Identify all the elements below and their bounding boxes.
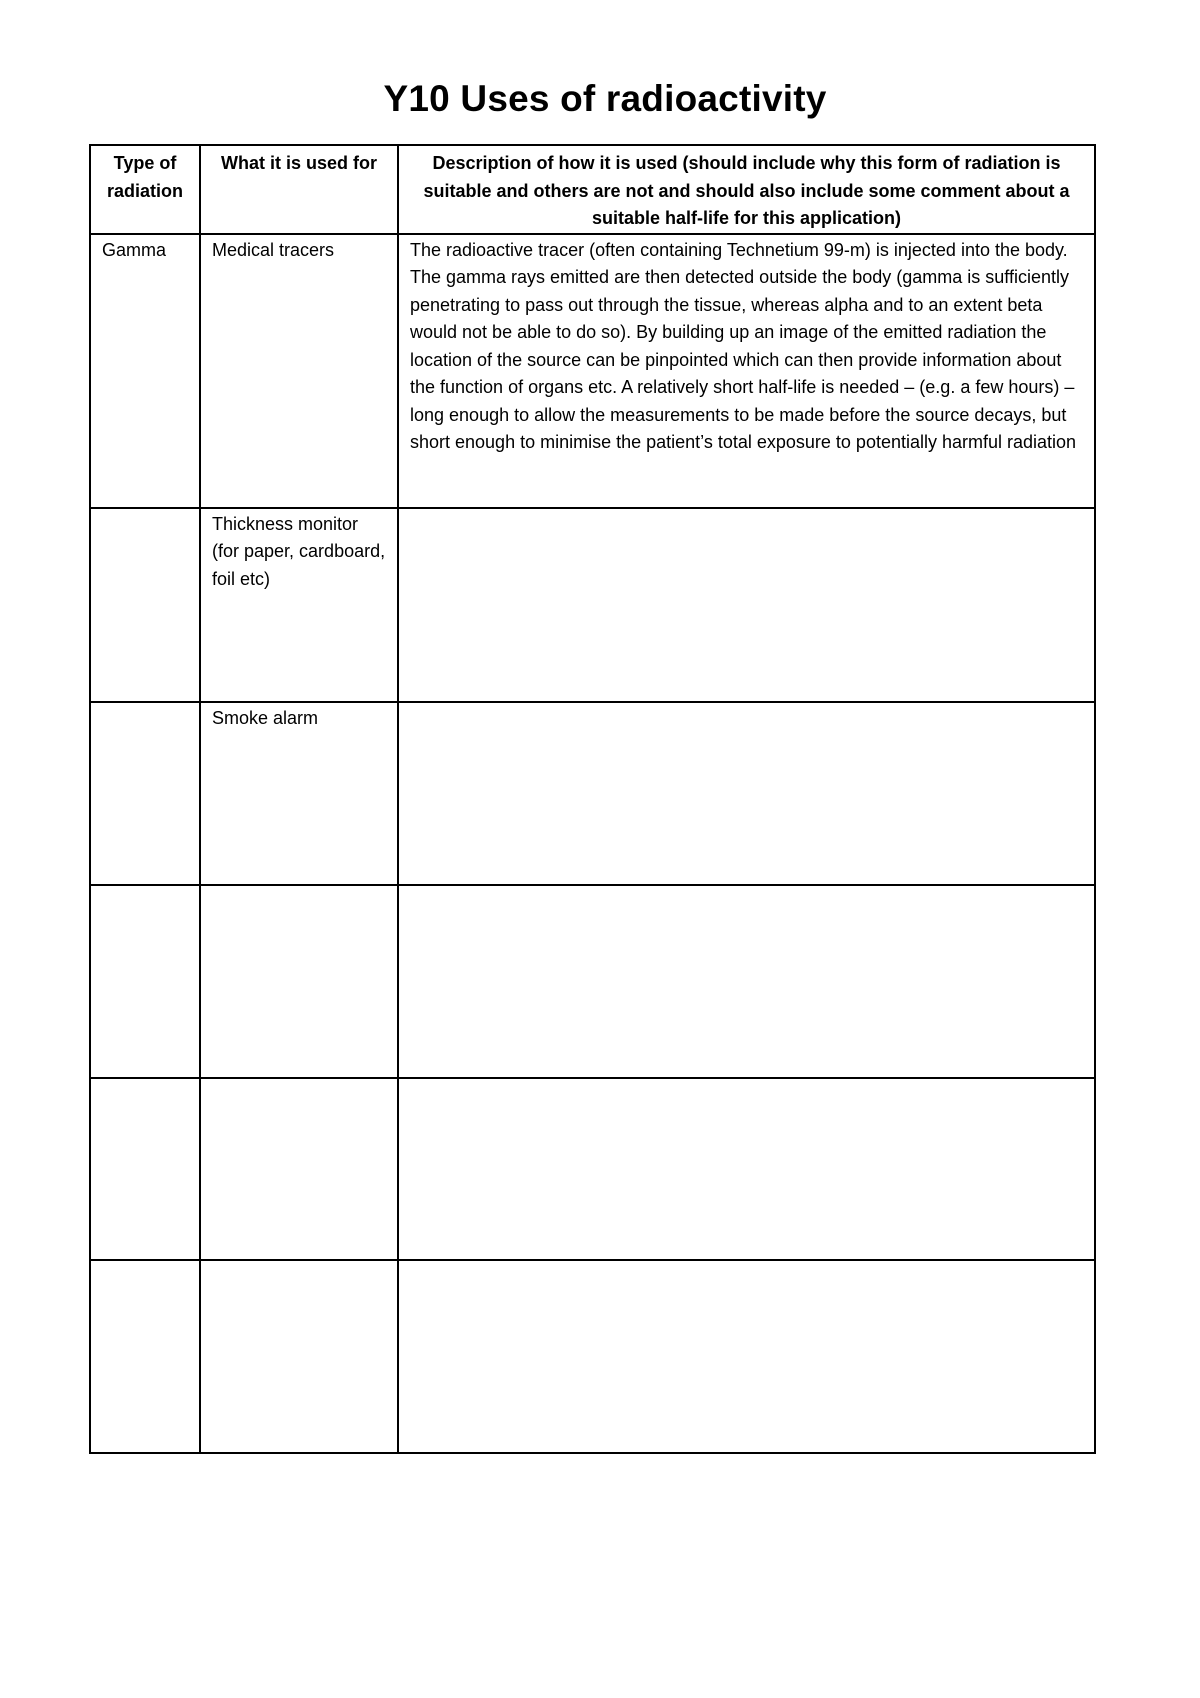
cell-description[interactable] [398, 702, 1095, 885]
cell-description[interactable] [398, 508, 1095, 702]
header-what-it-is-used-for: What it is used for [200, 145, 398, 234]
table-row [90, 702, 1095, 885]
cell-radiation-type[interactable] [90, 508, 200, 702]
cell-description[interactable] [398, 1260, 1095, 1453]
table-row [90, 885, 1095, 1078]
page-title: Y10 Uses of radioactivity [383, 78, 827, 119]
cell-radiation-type[interactable] [90, 885, 200, 1078]
table-row [90, 234, 1095, 508]
cell-use: Smoke alarm [200, 702, 398, 885]
radioactivity-uses-table [89, 144, 1096, 1454]
cell-use[interactable] [200, 1078, 398, 1260]
table-header-row [90, 145, 1095, 234]
cell-use[interactable] [200, 885, 398, 1078]
cell-radiation-type[interactable] [90, 1078, 200, 1260]
cell-use: Thickness monitor (for paper, cardboard, foil etc) [200, 508, 398, 702]
cell-radiation-type: Gamma [90, 234, 200, 508]
header-type-of-radiation: Type of radiation [90, 145, 200, 234]
cell-radiation-type[interactable] [90, 1260, 200, 1453]
cell-use[interactable] [200, 1260, 398, 1453]
table-row [90, 1260, 1095, 1453]
header-description: Description of how it is used (should include why this form of radiation is suitable and others are not and should also include some comment about a suitable half-life for this application) [398, 145, 1095, 234]
cell-radiation-type[interactable] [90, 702, 200, 885]
cell-description: The radioactive tracer (often containing Technetium 99-m) is injected into the body. The gamma rays emitted are then detected outside the body (gamma is sufficiently penetrating to pass out through the tissue, whereas alpha and to an extent beta would not be able to do so). By building up an image of the emitted radiation the location of the source can be pinpointed which can then provide information about the function of organs etc. A relatively short half-life is needed – (e.g. a few hours) – long enough to allow the measurements to be made before the source decays, but short enough to minimise the patient’s total exposure to potentially harmful radiation [398, 234, 1095, 508]
cell-description[interactable] [398, 885, 1095, 1078]
cell-use: Medical tracers [200, 234, 398, 508]
table-row [90, 508, 1095, 702]
cell-description[interactable] [398, 1078, 1095, 1260]
table-row [90, 1078, 1095, 1260]
